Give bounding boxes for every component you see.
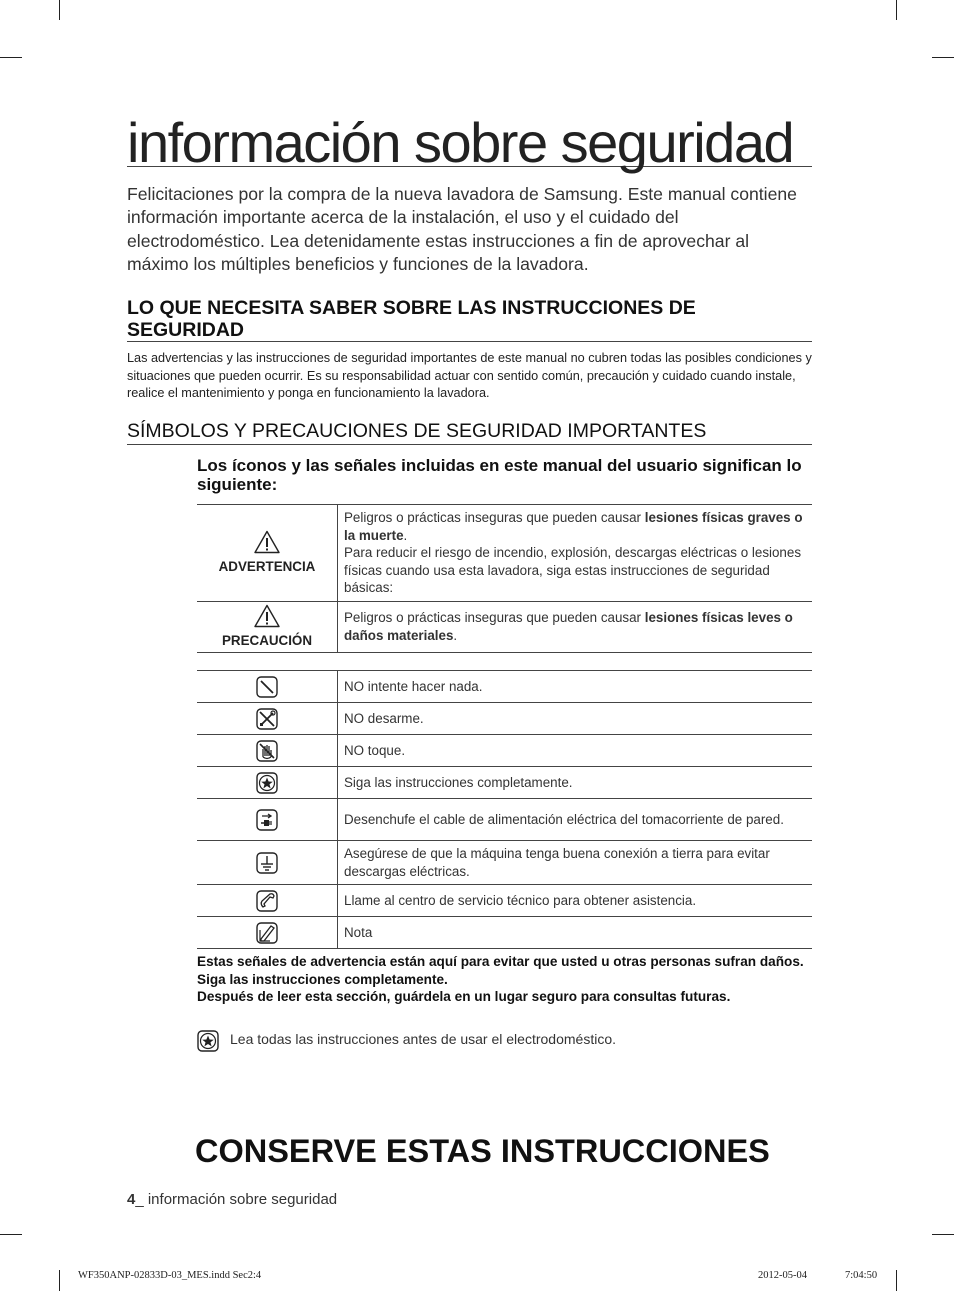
crop-mark xyxy=(896,0,897,20)
symbol-text: Nota xyxy=(338,917,813,949)
safety-note: Estas señales de advertencia están aquí para evitar que usted u otras personas sufran daños. xyxy=(197,954,804,969)
crop-mark xyxy=(0,57,22,58)
symbol-text: NO intente hacer nada. xyxy=(338,671,813,703)
warning-text-bold: lesiones físicas graves o la muerte xyxy=(344,510,803,543)
slug-time: 7:04:50 xyxy=(845,1270,878,1281)
table-row xyxy=(197,799,812,841)
star-icon xyxy=(256,772,278,794)
symbol-cell xyxy=(197,703,338,735)
section-body-instructions: Las advertencias y las instrucciones de seguridad importantes de este manual no cubren todas las posibles condiciones y situaciones que pueden ocurrir. Es su responsabilidad actuar con sentido común, precaución y cuidado cuando instale, realice el mantenimiento y ponga en funcionamiento la lavadora. xyxy=(127,351,812,401)
crop-mark xyxy=(59,1270,60,1291)
phone-icon xyxy=(256,890,278,912)
warning-text: Peligros o prácticas inseguras que pueden causar xyxy=(344,510,645,525)
caution-text: Peligros o prácticas inseguras que pueden causar xyxy=(344,610,645,626)
table-row xyxy=(197,767,812,799)
symbol-cell xyxy=(197,841,338,885)
safety-note: Después de leer esta sección, guárdela en un lugar seguro para consultas futuras. xyxy=(197,989,731,1005)
unplug-icon xyxy=(256,809,278,831)
caution-text-end: . xyxy=(453,627,458,643)
table-row xyxy=(197,735,812,767)
table-row xyxy=(197,841,812,885)
page-footer xyxy=(127,1191,337,1208)
no-touch-icon xyxy=(256,740,278,762)
symbol-text: Llame al centro de servicio técnico para obtener asistencia. xyxy=(338,885,813,917)
warning-table xyxy=(197,504,812,653)
table-row xyxy=(197,505,812,602)
section-heading-instructions: LO QUE NECESITA SABER SOBRE LAS INSTRUCCIONES DE SEGURIDAD xyxy=(127,297,812,342)
crop-mark xyxy=(59,0,60,20)
symbol-cell xyxy=(197,799,338,841)
star-note xyxy=(197,1029,812,1053)
ground-icon xyxy=(256,852,278,874)
slug-file: WF350ANP-02833D-03_MES.indd Sec2:4 xyxy=(78,1270,262,1281)
crop-mark xyxy=(896,1270,897,1291)
symbol-text: Siga las instrucciones completamente. xyxy=(338,767,813,799)
intro-paragraph: Felicitaciones por la compra de la nueva lavadora de Samsung. Este manual contiene información importante acerca de la instalación, el uso y el cuidado del electrodoméstico. Lea detenidamente estas instrucciones a fin de aprovechar al máximo los múltiples beneficios y funciones de la lavadora. xyxy=(127,184,797,274)
crop-mark xyxy=(0,1234,22,1235)
note-icon xyxy=(256,922,278,944)
symbol-cell xyxy=(197,671,338,703)
no-disassemble-icon xyxy=(256,708,278,730)
safety-note: Siga las instrucciones completamente. xyxy=(197,971,448,987)
symbol-cell xyxy=(197,917,338,949)
symbols-table xyxy=(197,670,812,949)
warning-text-end: . xyxy=(403,527,408,543)
symbol-text: Asegúrese de que la máquina tenga buena conexión a tierra para evitar descargas eléctricas. xyxy=(338,841,813,885)
conserve-heading: CONSERVE ESTAS INSTRUCCIONES xyxy=(195,1133,770,1169)
warning-text-extra: Para reducir el riesgo de incendio, explosión, descargas eléctricas o lesiones físicas cuando usa esta lavadora, siga estas instrucciones de seguridad básicas: xyxy=(344,545,802,596)
slug-date: 2012-05-04 xyxy=(758,1270,807,1281)
symbol-text: NO desarme. xyxy=(338,703,813,735)
symbol-text: NO toque. xyxy=(338,735,813,767)
crop-mark xyxy=(932,1234,954,1235)
symbols-subheading: Los íconos y las señales incluidas en este manual del usuario significan lo siguiente: xyxy=(197,456,802,494)
warning-triangle-icon xyxy=(254,604,280,628)
star-icon xyxy=(197,1030,219,1052)
warning-triangle-icon xyxy=(254,530,280,554)
safety-notes xyxy=(197,953,812,1006)
warning-label: ADVERTENCIA xyxy=(218,559,316,575)
warning-cell xyxy=(197,505,338,602)
page-title: información sobre seguridad xyxy=(127,112,812,167)
table-row xyxy=(197,917,812,949)
section-heading-symbols: SÍMBOLOS Y PRECAUCIONES DE SEGURIDAD IMPORTANTES xyxy=(127,420,812,445)
table-row xyxy=(197,671,812,703)
caution-description xyxy=(338,601,813,652)
star-note-text: Lea todas las instrucciones antes de usar el electrodoméstico. xyxy=(230,1031,616,1047)
caution-text-bold: lesiones físicas leves o daños materiales xyxy=(344,610,793,643)
caution-label: PRECAUCIÓN xyxy=(221,633,313,649)
warning-description xyxy=(338,505,813,602)
symbol-cell xyxy=(197,767,338,799)
table-row xyxy=(197,601,812,652)
symbol-text: Desenchufe el cable de alimentación eléctrica del tomacorriente de pared. xyxy=(338,799,813,841)
table-row xyxy=(197,703,812,735)
table-row xyxy=(197,885,812,917)
page-number: 4 xyxy=(127,1191,136,1208)
caution-cell xyxy=(197,601,338,652)
symbol-cell xyxy=(197,885,338,917)
prohibited-icon xyxy=(256,676,278,698)
symbol-cell xyxy=(197,735,338,767)
footer-label: _ información sobre seguridad xyxy=(135,1191,338,1208)
crop-mark xyxy=(932,57,954,58)
